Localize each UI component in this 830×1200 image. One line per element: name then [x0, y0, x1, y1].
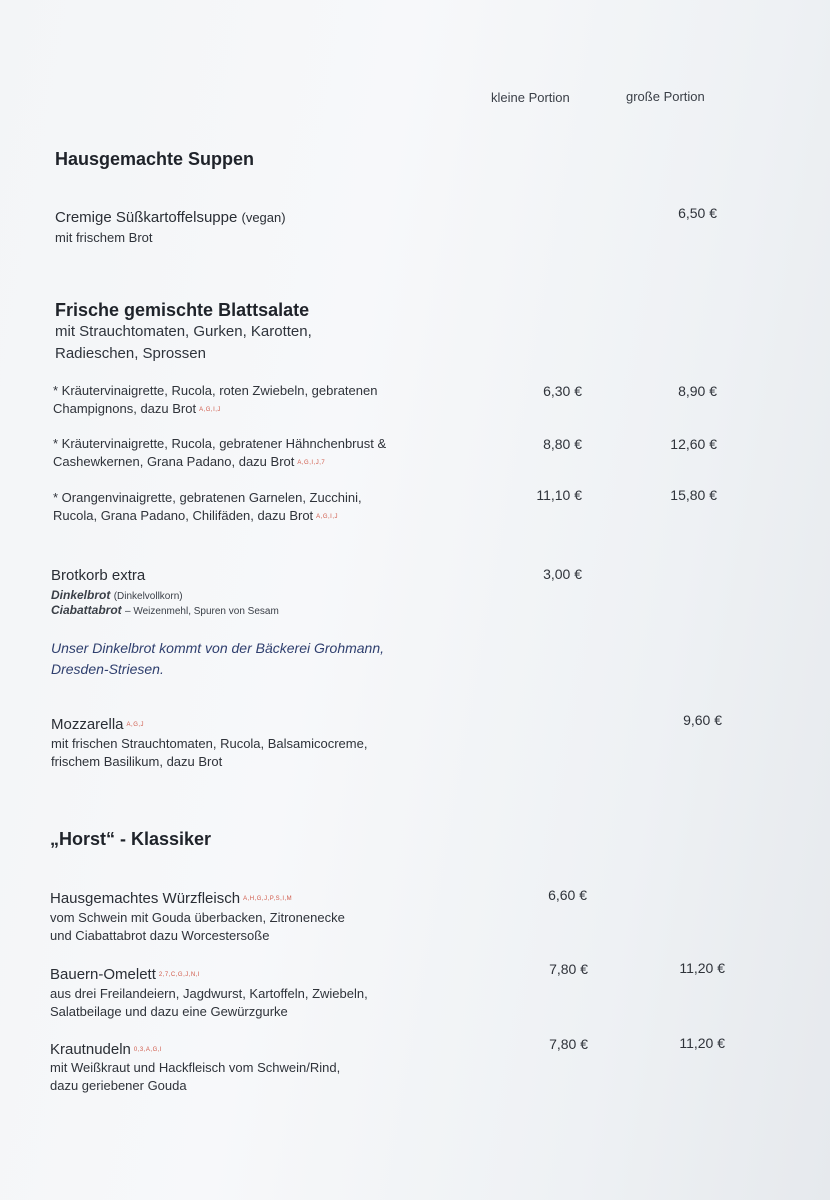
price-small: 7,80 €: [549, 1036, 588, 1052]
item-desc-line: und Ciabattabrot dazu Worcestersoße: [50, 928, 270, 943]
item-desc-line: frischem Basilikum, dazu Brot: [51, 754, 223, 769]
menu-item-wuerzfleisch-name: [50, 890, 292, 907]
item-name: Cremige Süßkartoffelsuppe: [55, 209, 238, 226]
section-subtitle: Radieschen, Sprossen: [55, 345, 206, 362]
item-desc-line: * Orangenvinaigrette, gebratenen Garnelen, Zucchini,: [53, 490, 362, 505]
menu-item-wuerzfleisch-desc: [50, 909, 345, 945]
price-large: 11,20 €: [679, 1035, 725, 1051]
allergen-codes: A,G,I,J: [199, 406, 221, 413]
price-large: 9,60 €: [683, 712, 722, 728]
bread-note: [51, 638, 384, 680]
bread-line: [51, 603, 279, 617]
menu-item-soup-desc: mit frischem Brot: [55, 230, 153, 245]
bread-detail: – Weizenmehl, Spuren von Sesam: [125, 606, 279, 617]
column-header-small: kleine Portion: [491, 90, 570, 105]
item-name: Krautnudeln: [50, 1041, 131, 1058]
section-title-soups: Hausgemachte Suppen: [55, 149, 255, 169]
item-desc-line: aus drei Freilandeiern, Jagdwurst, Kartoffeln, Zwiebeln,: [50, 986, 368, 1001]
section-title-classics: „Horst“ - Klassiker: [50, 829, 212, 849]
bread-line: [51, 588, 183, 602]
price-large: 6,50 €: [678, 205, 717, 221]
allergen-codes: A,G,J: [126, 722, 145, 729]
item-desc-line: * Kräutervinaigrette, Rucola, gebratener Hähnchenbrust &: [53, 436, 387, 451]
item-desc-line: Salatbeilage und dazu eine Gewürzgurke: [50, 1004, 288, 1019]
menu-item-bread-name: Brotkorb extra: [51, 567, 146, 584]
allergen-codes: A,G,I,J,7: [297, 459, 326, 466]
item-name: Mozzarella: [51, 716, 124, 733]
price-small: 6,60 €: [548, 887, 587, 903]
menu-item-salad2: [53, 435, 386, 472]
item-desc-line: Champignons, dazu Brot: [53, 401, 197, 416]
item-desc-line: Cashewkernen, Grana Padano, dazu Brot: [53, 454, 295, 469]
item-desc-line: Rucola, Grana Padano, Chilifäden, dazu Brot: [53, 508, 314, 523]
item-desc-line: mit Weißkraut und Hackfleisch vom Schwein/Rind,: [50, 1060, 341, 1075]
price-large: 11,20 €: [679, 960, 725, 976]
bread-type: Dinkelbrot: [51, 588, 111, 602]
menu-item-krautnudeln-name: [50, 1041, 162, 1058]
menu-item-salad1: [53, 382, 377, 419]
allergen-codes: 0,3,A,G,I: [133, 1047, 163, 1054]
price-large: 8,90 €: [678, 383, 717, 399]
item-desc-line: vom Schwein mit Gouda überbacken, Zitronenecke: [50, 910, 345, 925]
price-small: 3,00 €: [543, 566, 582, 582]
note-line: Unser Dinkelbrot kommt von der Bäckerei Grohmann,: [51, 640, 385, 656]
menu-item-mozzarella-name: [51, 716, 144, 733]
price-small: 8,80 €: [543, 436, 582, 452]
menu-item-omelett-desc: [50, 985, 368, 1021]
bread-type: Ciabattabrot: [51, 603, 122, 617]
menu-item-salad3: [53, 489, 362, 526]
item-desc-line: mit frischen Strauchtomaten, Rucola, Balsamicocreme,: [51, 736, 368, 751]
price-small: 11,10 €: [536, 487, 582, 503]
column-header-large: große Portion: [626, 89, 705, 104]
menu-item-soup-name: [55, 209, 286, 226]
item-desc-line: dazu geriebener Gouda: [50, 1078, 187, 1093]
price-large: 12,60 €: [670, 436, 717, 452]
price-small: 6,30 €: [543, 383, 582, 399]
item-name: Hausgemachtes Würzfleisch: [50, 890, 241, 907]
item-name: Bauern-Omelett: [50, 966, 156, 983]
price-small: 7,80 €: [549, 961, 588, 977]
price-large: 15,80 €: [670, 487, 717, 503]
section-subtitle: mit Strauchtomaten, Gurken, Karotten,: [55, 323, 312, 340]
allergen-codes: A,H,G,J,P,S,I,M: [243, 896, 293, 903]
allergen-codes: 2,7,C,G,J,N,I: [158, 972, 201, 979]
allergen-codes: A,G,I,J: [316, 513, 339, 520]
item-tag: (vegan): [241, 210, 286, 225]
menu-item-mozzarella-desc: [51, 735, 367, 771]
section-title-salads: Frische gemischte Blattsalate: [55, 300, 310, 320]
note-line: Dresden-Striesen.: [51, 661, 164, 677]
bread-detail: (Dinkelvollkorn): [113, 591, 183, 602]
menu-item-omelett-name: [50, 966, 200, 983]
item-desc-line: * Kräutervinaigrette, Rucola, roten Zwiebeln, gebratenen: [53, 383, 378, 398]
menu-item-krautnudeln-desc: [50, 1059, 340, 1095]
